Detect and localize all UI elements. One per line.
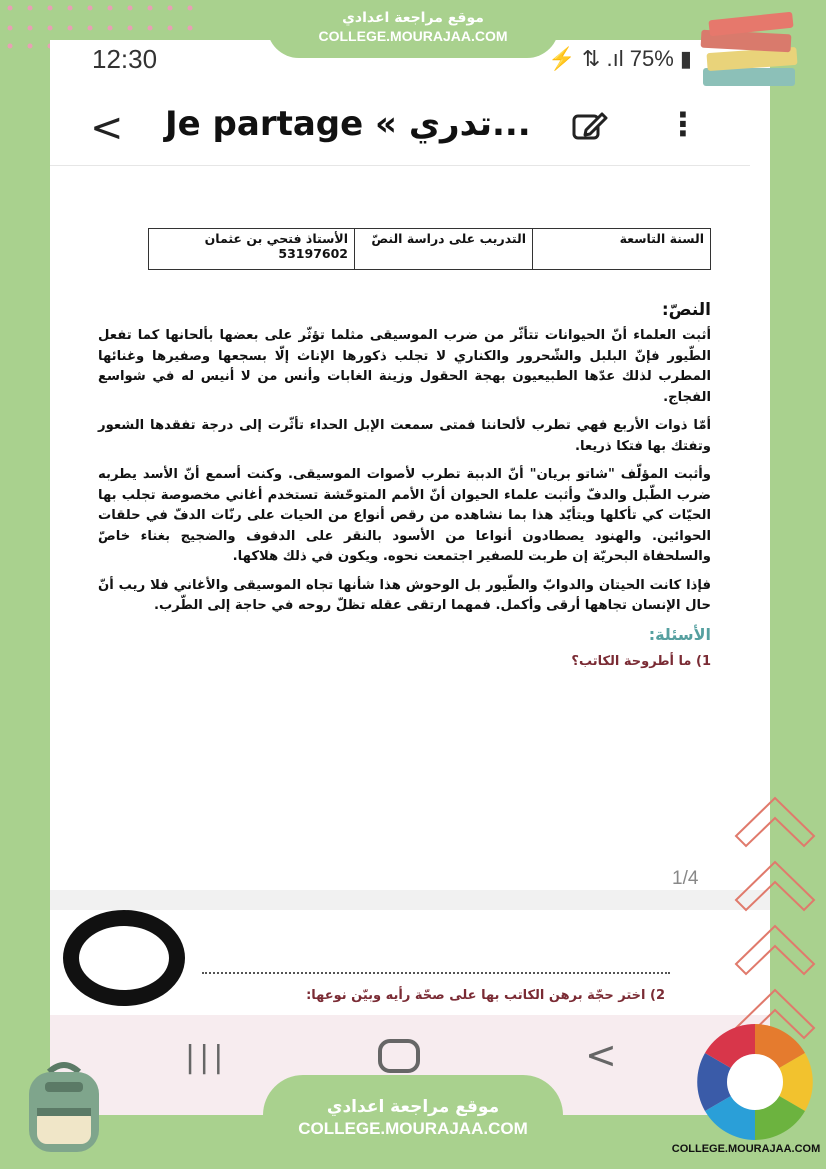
backpack-icon [15, 1058, 113, 1158]
bottom-watermark-title: موقع مراجعة اعدادي [326, 1097, 500, 1117]
app-bar [50, 90, 770, 160]
page-separator [50, 890, 770, 910]
books-icon [695, 10, 803, 92]
status-indicators [548, 46, 692, 72]
signal-icons: ⚡ ⇅ .ıl [548, 46, 624, 71]
answer-line [202, 972, 670, 974]
paragraph: أثبت العلماء أنّ الحيوانات تتأثّر من ضرب الموسيقى مثلما تؤثّر على بعضها بألحانها كما تفعل الطّيور فإنّ البلبل والشّحرور والكناري لا تجلب ذكورها الإناث إلّا بسجعها وصفيرها وغنائها المطرب لذلك عدّها الطبيعيون بهجة الحقول وزينة الغابات وأنس من لا أنيس له في شواسع الفجاج. [98, 328, 711, 405]
battery-icon: ▮ [679, 46, 692, 71]
battery-level: 75% [629, 46, 674, 71]
home-icon[interactable] [378, 1039, 420, 1073]
top-watermark-banner [267, 0, 559, 58]
status-time: 12:30 [92, 44, 158, 74]
paragraph: أمّا ذوات الأربع فهي تطرب لألحاننا فمتى سمعت الإبل الحداء تأثّرت إلى درجة تفقدها الشعور وتفتك بها فتكا ذريعا. [98, 418, 711, 454]
back-icon[interactable]: < [585, 1033, 617, 1077]
paragraph: فإذا كانت الحيتان والدوابّ والطّيور بل الوحوش هذا شأنها تجاه الموسيقى والأغاني فلا ريب أنّ حال الإنسان تجاهها أرقى وأكمل. فمهما ارتقى عقله تظلّ روحه في حاجة إلى الطّرب. [98, 577, 711, 613]
header-phone: 53197602 [278, 246, 348, 261]
ring-decoration [63, 910, 185, 1006]
bottom-watermark-banner [263, 1075, 563, 1169]
questions-title: الأسئلة: [648, 624, 711, 644]
edit-icon[interactable] [572, 110, 608, 142]
text-section-title: النصّ: [661, 300, 711, 320]
header-grade: السنة التاسعة [533, 229, 711, 270]
header-table [148, 228, 711, 270]
page-counter: 1/4 [672, 868, 699, 889]
recent-apps-icon[interactable]: ||| [185, 1040, 228, 1075]
bottom-watermark-url: COLLEGE.MOURAJAA.COM [298, 1119, 528, 1138]
header-teacher-cell [149, 229, 355, 270]
header-subject: التدريب على دراسة النصّ [355, 229, 533, 270]
app-bar-divider [50, 165, 750, 166]
question-2: 2) اختر حجّة برهن الكاتب بها على صحّة رأيه وبيّن نوعها: [306, 988, 665, 1003]
question-1: 1) ما أطروحة الكاتب؟ [571, 653, 711, 669]
corner-watermark-url: COLLEGE.MOURAJAA.COM [671, 1143, 821, 1155]
page-title: Je partage « تدري... [165, 104, 531, 144]
chevron-left-icon[interactable]: < [90, 105, 124, 151]
top-watermark-url: COLLEGE.MOURAJAA.COM [318, 28, 508, 44]
chevrons-decoration [732, 790, 818, 1040]
document-page [98, 228, 711, 669]
top-watermark-title: موقع مراجعة اعدادي [342, 10, 484, 26]
more-vertical-icon[interactable]: ⋮ [667, 105, 699, 143]
school-wheel-logo [695, 1022, 815, 1142]
header-teacher: الأستاذ فتحي بن عثمان [204, 231, 348, 246]
paragraph: وأثبت المؤلّف "شاتو بريان" أنّ الدببة تطرب لأصوات الموسيقى. وكنت أسمع أنّ الأسد يطربه ضرب الطّبل والدفّ وأثبت علماء الحيوان أنّ الأمم المتوحّشة تستخدم أغاني مخصوصة تجلب بها الحيّات كي تأكلها ويتأيّد هذا بما نشاهده من رقص أنواع من الحيات على رنّات الدفّ في حلقات الحوائين. والهنود يصطادون أنواعا من الأسود بالنقر على الدفوف والضجيج بغناء خاصّ والسلحفاة البحريّة إن طربت للصفير اجتمعت نحوه. ويكون في ذلك هلاكها. [98, 467, 711, 564]
